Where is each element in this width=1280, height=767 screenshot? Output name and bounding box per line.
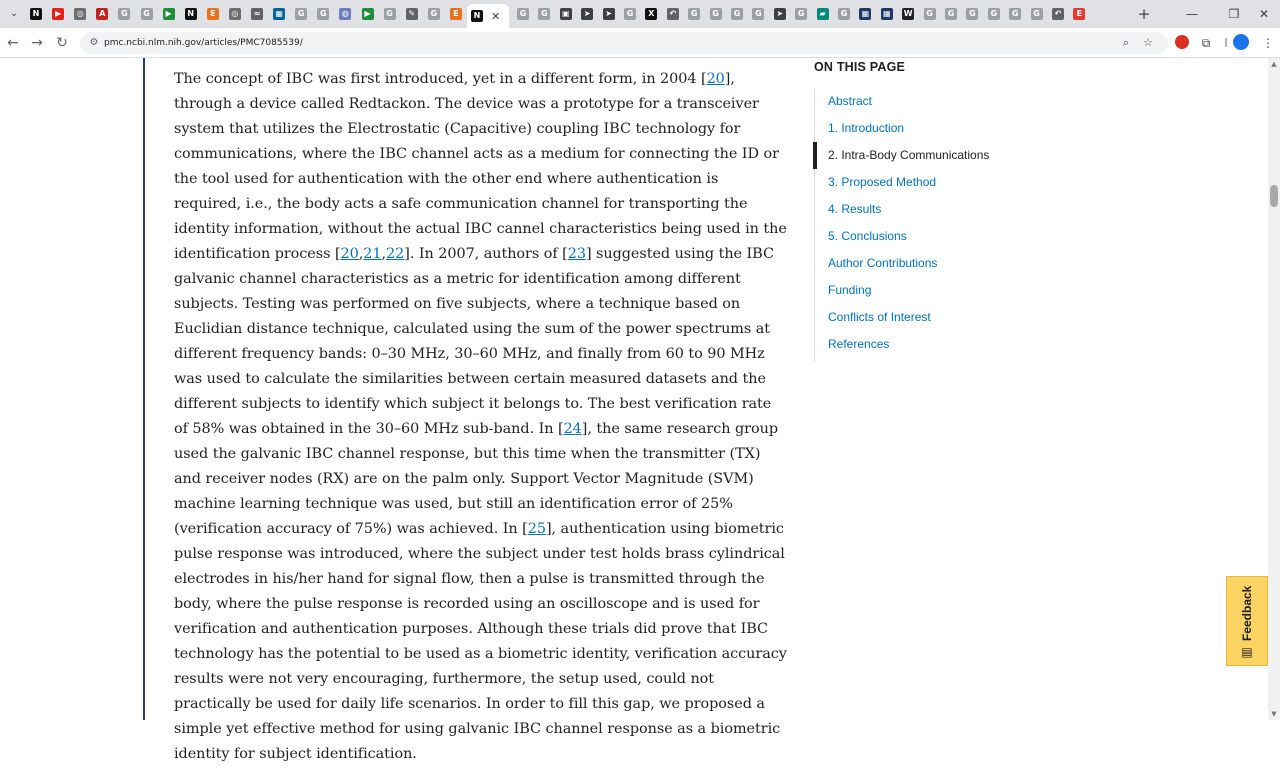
- arrow-icon: ➤: [603, 8, 615, 20]
- google-icon: G: [710, 8, 722, 20]
- browser-tab[interactable]: [1048, 4, 1068, 24]
- arrow-icon: ➤: [581, 8, 593, 20]
- google-icon: G: [428, 8, 440, 20]
- chatgpt-icon: ◎: [74, 8, 86, 20]
- site-info-icon[interactable]: ⚙: [89, 37, 99, 48]
- browser-tab[interactable]: [313, 4, 333, 24]
- address-bar[interactable]: [80, 32, 1168, 54]
- google-icon: G: [945, 8, 957, 20]
- citation-link[interactable]: 22: [386, 246, 405, 262]
- close-tab-icon[interactable]: ✕: [491, 9, 501, 23]
- elsevier-icon: E: [207, 8, 219, 20]
- undo-icon: ↶: [667, 8, 679, 20]
- toc-item[interactable]: Abstract: [828, 94, 873, 108]
- back-arrow-icon[interactable]: ←: [7, 35, 19, 51]
- browser-tab[interactable]: [48, 4, 68, 24]
- browser-tab[interactable]: [137, 4, 157, 24]
- citation-link[interactable]: 23: [567, 246, 586, 262]
- google-icon: G: [924, 8, 936, 20]
- google-icon: G: [384, 8, 396, 20]
- browser-tab[interactable]: [577, 4, 597, 24]
- google-icon: G: [517, 8, 529, 20]
- browser-tab[interactable]: [159, 4, 179, 24]
- article-text-segment: ,: [381, 246, 387, 262]
- google-icon: G: [624, 8, 636, 20]
- citation-link[interactable]: 20: [340, 246, 359, 262]
- browser-tab[interactable]: [556, 4, 576, 24]
- google-icon: G: [795, 8, 807, 20]
- browser-tab[interactable]: [684, 4, 704, 24]
- globe-icon: ◍: [339, 8, 351, 20]
- google-icon: G: [988, 8, 1000, 20]
- green-play-icon: ▶: [163, 8, 175, 20]
- google-icon: G: [1009, 8, 1021, 20]
- browser-tab[interactable]: [92, 4, 112, 24]
- citation-link[interactable]: 25: [527, 521, 546, 537]
- scholar-icon: ▣: [560, 8, 572, 20]
- browser-tab[interactable]: [358, 4, 378, 24]
- ieee-icon: ▦: [881, 8, 893, 20]
- browser-tab[interactable]: [920, 4, 940, 24]
- browser-tab[interactable]: [1027, 4, 1047, 24]
- article-text-segment: ]. In 2007, authors of [: [404, 246, 568, 262]
- active-tab[interactable]: [467, 4, 509, 28]
- browser-tab[interactable]: [1005, 4, 1025, 24]
- browser-tab[interactable]: [984, 4, 1004, 24]
- toc-item[interactable]: Funding: [828, 283, 872, 297]
- feedback-icon: ▤: [1241, 645, 1253, 659]
- extension-icon[interactable]: [1175, 35, 1189, 49]
- browser-tab[interactable]: [727, 4, 747, 24]
- article-text-segment: ], the same research group used the galvanic IBC channel response, but this time when the transmitter (TX) and receiver nodes (RX) are on the palm only. Support Vector Magnitude (SVM) machine learning technique was used, but still an identification error of 25% (verification accuracy of 75%) was achieved. In [: [174, 421, 778, 537]
- scroll-down-arrow-icon[interactable]: ▼: [1271, 710, 1277, 718]
- article-text-segment: ] suggested using the IBC galvanic channel characteristics as a metric for identification among different subjects. Testing was performed on five subjects, where a technique based on Euclidian distance technique, calculated using the sum of the power spectrums at different frequency bands: 0–30 MHz, 30–60 MHz, and finally from 60 to 90 MHz was used to calculate the similarities between certain measured datasets and the different subjects to identify which subject it belongs to. The best verification rate of 58% was obtained in the 30–60 MHz sub-band. In [: [174, 246, 774, 437]
- toc-item[interactable]: Author Contributions: [828, 256, 938, 270]
- browser-tab[interactable]: [534, 4, 554, 24]
- scroll-up-arrow-icon[interactable]: ▲: [1271, 60, 1277, 68]
- chatgpt-icon: ◎: [229, 8, 241, 20]
- browser-tab[interactable]: [663, 4, 683, 24]
- profile-avatar[interactable]: [1233, 34, 1249, 50]
- browser-tab[interactable]: [706, 4, 726, 24]
- browser-tab[interactable]: [335, 4, 355, 24]
- toc-item[interactable]: 4. Results: [828, 202, 882, 216]
- google-icon: G: [731, 8, 743, 20]
- new-tab-button[interactable]: +: [1137, 5, 1151, 23]
- extensions-puzzle-icon[interactable]: ⧉: [1201, 36, 1211, 50]
- browser-tab[interactable]: [114, 4, 134, 24]
- browser-tab[interactable]: [446, 4, 466, 24]
- browser-tab[interactable]: [620, 4, 640, 24]
- browser-tab[interactable]: [641, 4, 661, 24]
- toc-item[interactable]: 2. Intra-Body Communications: [815, 142, 1015, 169]
- notion-icon: N: [185, 8, 197, 20]
- site-icon: ≈: [251, 8, 263, 20]
- pen-icon: ✎: [406, 8, 418, 20]
- citation-link[interactable]: 20: [706, 71, 725, 87]
- green-play-icon: ▶: [362, 8, 374, 20]
- article-text-segment: ,: [358, 246, 364, 262]
- browser-tab[interactable]: [513, 4, 533, 24]
- restore-icon[interactable]: ❐: [1228, 7, 1240, 21]
- google-icon: G: [838, 8, 850, 20]
- browser-tab[interactable]: [380, 4, 400, 24]
- browser-tab[interactable]: [877, 4, 897, 24]
- google-icon: G: [688, 8, 700, 20]
- arrow-icon: ➤: [774, 8, 786, 20]
- notion-icon: N: [30, 8, 42, 20]
- pdf-icon: A: [96, 8, 108, 20]
- google-icon: G: [118, 8, 130, 20]
- browser-tab[interactable]: [898, 4, 918, 24]
- reload-icon[interactable]: ↻: [56, 35, 68, 51]
- browser-tab[interactable]: [748, 4, 768, 24]
- google-icon: G: [752, 8, 764, 20]
- google-icon: G: [966, 8, 978, 20]
- youtube-icon: ▶: [52, 8, 64, 20]
- notion-icon: N: [471, 10, 483, 22]
- browser-tab[interactable]: [962, 4, 982, 24]
- browser-tab[interactable]: [1069, 4, 1089, 24]
- teal-box-icon: ▰: [817, 8, 829, 20]
- url-text[interactable]: pmc.ncbi.nlm.nih.gov/articles/PMC7085539/: [104, 38, 303, 48]
- on-this-page-nav: [814, 88, 1015, 361]
- browser-tab[interactable]: [269, 4, 289, 24]
- browser-tab[interactable]: [834, 4, 854, 24]
- google-icon: G: [538, 8, 550, 20]
- forward-arrow-icon[interactable]: →: [31, 35, 43, 51]
- browser-tab[interactable]: [855, 4, 875, 24]
- page-content: [0, 58, 1280, 762]
- browser-tab[interactable]: [599, 4, 619, 24]
- x-icon: X: [645, 8, 657, 20]
- browser-tab[interactable]: [791, 4, 811, 24]
- article-border: [143, 58, 145, 720]
- bookmark-star-icon[interactable]: ☆: [1143, 36, 1153, 49]
- browser-tab[interactable]: [770, 4, 790, 24]
- divider-icon: |: [1224, 38, 1228, 48]
- close-window-icon[interactable]: ✕: [1258, 7, 1270, 21]
- browser-tab[interactable]: [203, 4, 223, 24]
- menu-kebab-icon[interactable]: ⋮: [1262, 36, 1274, 50]
- ieee-icon: ▦: [273, 8, 285, 20]
- browser-tab[interactable]: [941, 4, 961, 24]
- toc-heading: ON THIS PAGE: [814, 60, 906, 74]
- elsevier-icon: E: [450, 8, 462, 20]
- scrollbar-thumb[interactable]: [1270, 185, 1278, 207]
- article-text-segment: ], through a device called Redtackon. The device was a prototype for a transceiver system that utilizes the Electrostatic (Capacitive) coupling IBC technology for communications, where the IBC channel acts as a medium for connecting the ID or the tool used for authentication with the other end where authentication is required, i.e., the body acts a safe communication channel for transporting the identity information, without the actual IBC cannel characteristics being used in the identification process [: [174, 71, 787, 262]
- google-icon: G: [1031, 8, 1043, 20]
- citation-link[interactable]: 24: [563, 421, 582, 437]
- toc-item[interactable]: 5. Conclusions: [828, 229, 907, 243]
- google-icon: G: [295, 8, 307, 20]
- scrollbar[interactable]: [1268, 58, 1280, 720]
- browser-tab[interactable]: [26, 4, 46, 24]
- zoom-icon[interactable]: ⌕: [1122, 36, 1130, 49]
- browser-tab[interactable]: [424, 4, 444, 24]
- article-paragraph: [174, 67, 788, 767]
- feedback-label: Feedback: [1240, 585, 1254, 641]
- toc-item[interactable]: 1. Introduction: [828, 121, 905, 135]
- browser-tab[interactable]: [813, 4, 833, 24]
- wikipedia-icon: W: [903, 9, 913, 18]
- undo-icon: ↶: [1052, 8, 1064, 20]
- browser-tab[interactable]: [181, 4, 201, 24]
- browser-tab[interactable]: [70, 4, 90, 24]
- feedback-button[interactable]: [1226, 576, 1268, 666]
- google-icon: G: [141, 8, 153, 20]
- google-icon: G: [317, 8, 329, 20]
- browser-tab[interactable]: [225, 4, 245, 24]
- ieee-icon: ▦: [859, 8, 871, 20]
- toc-item[interactable]: References: [828, 337, 890, 351]
- minimize-icon[interactable]: —: [1186, 7, 1198, 21]
- browser-tab[interactable]: [402, 4, 422, 24]
- browser-toolbar: [0, 28, 1280, 58]
- article-text-segment: The concept of IBC was first introduced, yet in a different form, in 2004 [: [174, 71, 707, 87]
- tab-search-chevron-icon[interactable]: ⌄: [9, 8, 19, 19]
- citation-link[interactable]: 21: [363, 246, 382, 262]
- browser-tab[interactable]: [291, 4, 311, 24]
- browser-tab[interactable]: [247, 4, 267, 24]
- toc-item[interactable]: 3. Proposed Method: [828, 175, 937, 189]
- article-text-segment: ], authentication using biometric pulse response was introduced, where the subject under test holds brass cylindrical electrodes in his/her hand for signal flow, then a pulse is transmitted through the body, where the pulse response is recorded using an oscilloscope and is used for verification and authentication purposes. Although these trials did prove that IBC technology has the potential to be used as a biometric identity, verification accuracy results were not very encouraging, furthermore, the setup used, could not practically be used for daily life scenarios. In order to fill this gap, we proposed a simple yet effective method for using galvanic IBC channel response as a biometric identity for subject identification.: [174, 521, 787, 762]
- toc-item[interactable]: Conflicts of Interest: [828, 310, 931, 324]
- browser-tab-bar: [0, 0, 1280, 28]
- elsevier-icon: E: [1073, 8, 1085, 20]
